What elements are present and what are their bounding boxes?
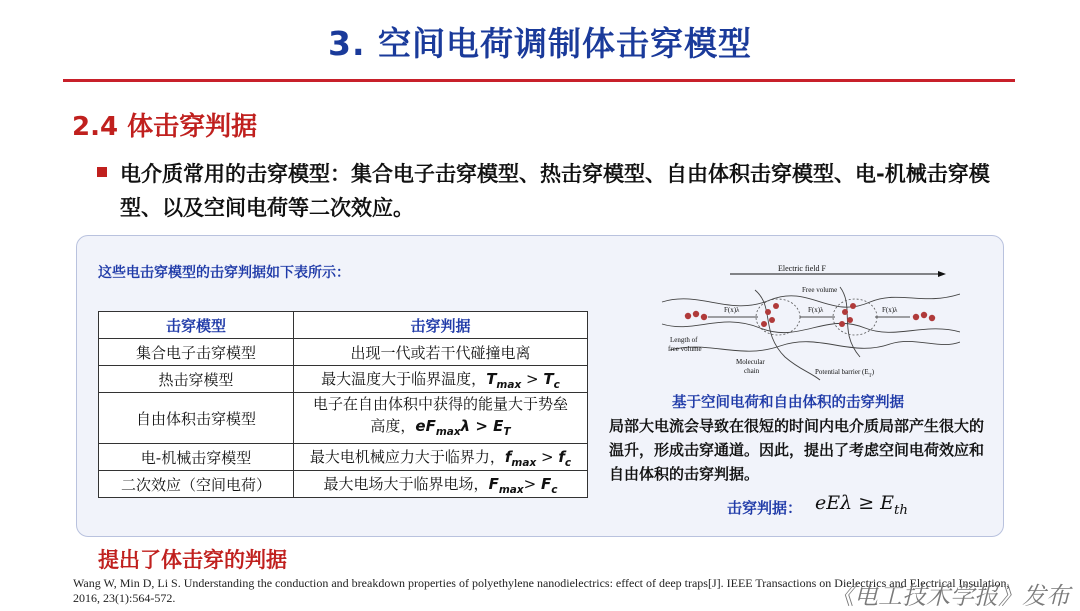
math-operator: >	[521, 369, 544, 388]
math-subscript: c	[553, 378, 560, 391]
criterion-text: 高度，	[370, 417, 416, 435]
criterion-text: 最大温度大于临界温度，	[321, 369, 487, 388]
publisher-watermark: 《电工技术学报》发布	[830, 582, 1070, 610]
math-symbol: F	[540, 474, 552, 493]
chain-label: chain	[744, 367, 760, 375]
chain-label: Molecular	[736, 358, 765, 366]
length-label: free volume	[668, 345, 702, 353]
math-subscript: max	[435, 426, 461, 438]
table-row	[99, 339, 588, 366]
formula-main: eEλ ≥ E	[815, 492, 895, 514]
criterion-cell	[294, 444, 588, 471]
math-subscript: max	[498, 483, 524, 496]
criterion-cell	[294, 366, 588, 393]
criteria-table	[98, 311, 588, 498]
math-operator: λ >	[460, 417, 494, 435]
math-operator: >	[536, 447, 559, 466]
section-heading: 2.4 体击穿判据	[72, 112, 258, 142]
diagram-caption: 基于空间电荷和自由体积的击穿判据	[672, 395, 904, 411]
formula-subscript: th	[894, 502, 908, 518]
criterion-label: 击穿判据：	[727, 499, 803, 517]
model-cell: 热击穿模型	[99, 366, 294, 393]
model-cell: 集合电子击穿模型	[99, 339, 294, 366]
criterion-cell	[294, 471, 588, 498]
criterion-text: 最大电场大于临界电场，	[323, 474, 489, 493]
math-symbol: f	[504, 447, 512, 466]
description-text: 局部大电流会导致在很短的时间内电介质局部产生很大的温升，形成击穿通道。因此，提出了考虑空间电荷效应和自由体积的击穿判据。	[609, 417, 985, 483]
math-symbol: f	[558, 447, 565, 466]
table-row	[99, 444, 588, 471]
header-criterion: 击穿判据	[294, 312, 588, 339]
molecular-chain-line	[662, 322, 960, 333]
force-label: F(x)λ	[882, 306, 898, 314]
molecular-chain-line	[755, 290, 820, 380]
criterion-formula	[815, 492, 908, 518]
math-symbol: F	[488, 474, 499, 493]
field-label: Electric field F	[778, 264, 826, 273]
math-subscript: T	[503, 426, 511, 438]
math-symbol: T	[543, 369, 554, 388]
math-symbol: eF	[415, 417, 436, 435]
math-subscript: c	[551, 483, 558, 496]
math-subscript: max	[496, 378, 522, 391]
criterion-cell	[294, 393, 588, 444]
math-symbol: T	[486, 369, 497, 388]
table-row	[99, 471, 588, 498]
conclusion-text: 提出了体击穿的判据	[98, 548, 287, 572]
table-row	[99, 393, 588, 444]
model-cell: 二次效应（空间电荷）	[99, 471, 294, 498]
title-divider	[63, 79, 1015, 82]
molecular-chain-line	[670, 341, 960, 351]
table-intro: 这些电击穿模型的击穿判据如下表所示：	[98, 265, 350, 281]
math-subscript: max	[511, 456, 537, 469]
math-symbol: E	[493, 417, 504, 435]
barrier-label: Potential barrier $(E_T)$	[815, 368, 875, 379]
force-label: F(x)λ	[808, 306, 824, 314]
bullet-marker	[97, 167, 107, 177]
length-label: Length of	[670, 336, 698, 344]
header-model: 击穿模型	[99, 312, 294, 339]
slide-title: 3. 空间电荷调制体击穿模型	[328, 24, 752, 63]
math-subscript: c	[564, 456, 572, 469]
criterion-cell: 出现一代或若干代碰撞电离	[294, 339, 588, 366]
table-row	[99, 366, 588, 393]
bullet-text: 电介质常用的击穿模型：集合电子击穿模型、热击穿模型、自由体积击穿模型、电-机械击穿模型、以及空间电荷等二次效应。	[120, 162, 990, 220]
force-label: F(x)λ	[724, 306, 740, 314]
table-header-row	[99, 312, 588, 339]
free-volume-label: Free volume	[802, 286, 838, 294]
criterion-text: 电子在自由体积中获得的能量大于势垒	[312, 395, 568, 413]
model-cell: 自由体积击穿模型	[99, 393, 294, 444]
math-operator: >	[523, 474, 541, 493]
criterion-text: 最大电机械应力大于临界力，	[309, 447, 505, 466]
model-cell: 电-机械击穿模型	[99, 444, 294, 471]
free-volume-diagram	[660, 262, 960, 387]
reference-text: Wang W, Min D, Li S. Understanding the conduction and breakdown properties of polyethylene nanodielectrics: effect of deep traps[J]. IEEE Transactions on Dielectrics and Electrical Insulation, 2016, 23(1):564-572.	[73, 576, 1010, 605]
field-arrowhead	[938, 271, 946, 277]
